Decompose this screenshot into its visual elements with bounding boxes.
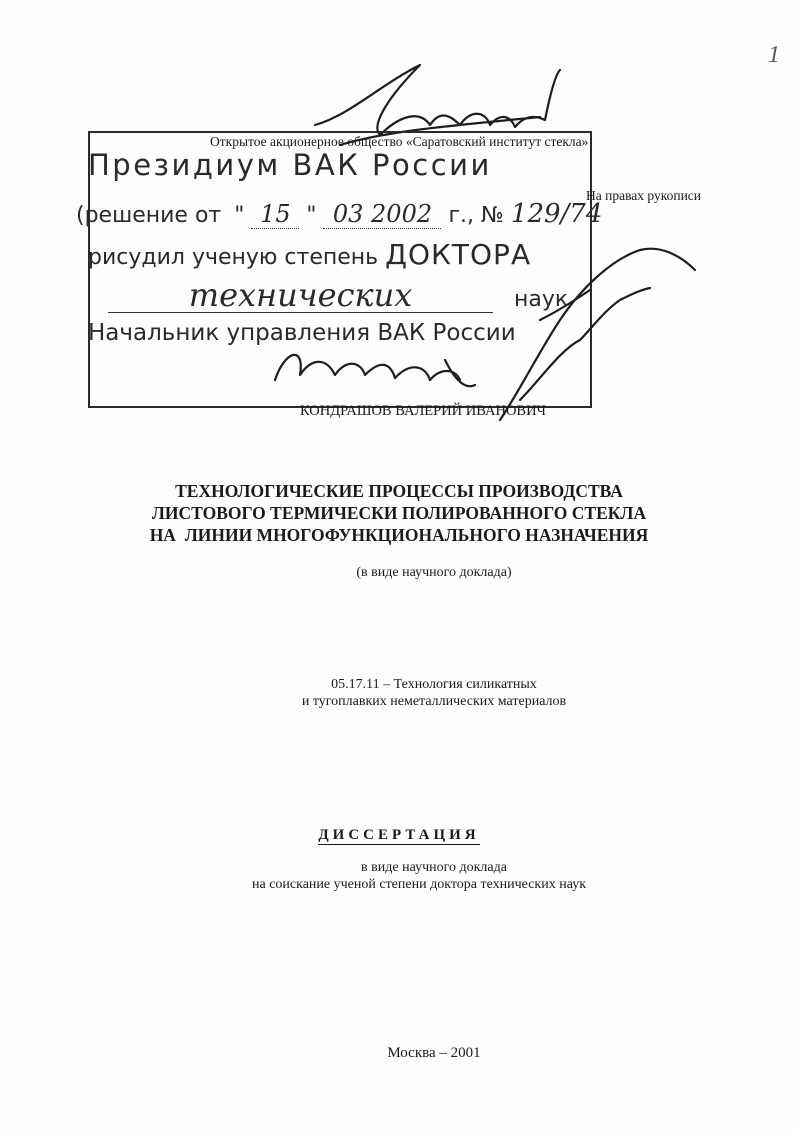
field-handwritten: технических [108,278,493,313]
dissertation-line-1: в виде научного доклада [361,860,507,875]
author-name: КОНДРАШОВ ВАЛЕРИЙ ИВАНОВИЧ [300,403,546,419]
specialty-line-2: и тугоплавких неметаллических материалов [301,694,567,709]
title-line-3: НА ЛИНИИ МНОГОФУНКЦИОНАЛЬНОГО НАЗНАЧЕНИЯ [149,525,649,545]
stamp-line-presidium: Президиум ВАК России [88,148,492,182]
title-line-1: ТЕХНОЛОГИЧЕСКИЕ ПРОЦЕССЫ ПРОИЗВОДСТВА [175,481,623,501]
specialty-line-1: 05.17.11 – Технология силикатных [331,677,537,692]
dissertation-line-2: на соискание ученой степени доктора технических наук [251,877,587,892]
decision-number: 129/74 [510,199,603,229]
stamp-line-decision: (решение от " 15 " 03 2002 г., № 129/74 [76,199,603,229]
decision-prefix: (решение от [76,203,222,228]
field-suffix: наук [514,287,569,312]
decision-day: 15 [251,200,299,229]
title-line-2: ЛИСТОВОГО ТЕРМИЧЕСКИ ПОЛИРОВАННОГО СТЕКЛА [151,503,647,523]
stamp-line-head: Начальник управления ВАК России [88,320,516,346]
decision-month-year: 03 2002 [323,200,441,229]
page-marker: 1 [768,42,780,68]
manuscript-note: На правах рукописи [586,188,702,203]
stamp-line-degree [88,238,531,271]
organization-name: Открытое акционерное общество «Саратовский институт стекла» [210,134,589,149]
decision-g: г., № [448,203,504,228]
dissertation-heading: ДИССЕРТАЦИЯ [318,827,480,843]
degree-prefix: рисудил ученую степень [88,245,379,270]
subtitle: (в виде научного доклада) [356,565,512,580]
degree-value: ДОКТОРА [385,238,532,271]
signature-stamp [265,340,485,400]
footer-city-year: Москва – 2001 [387,1045,481,1061]
